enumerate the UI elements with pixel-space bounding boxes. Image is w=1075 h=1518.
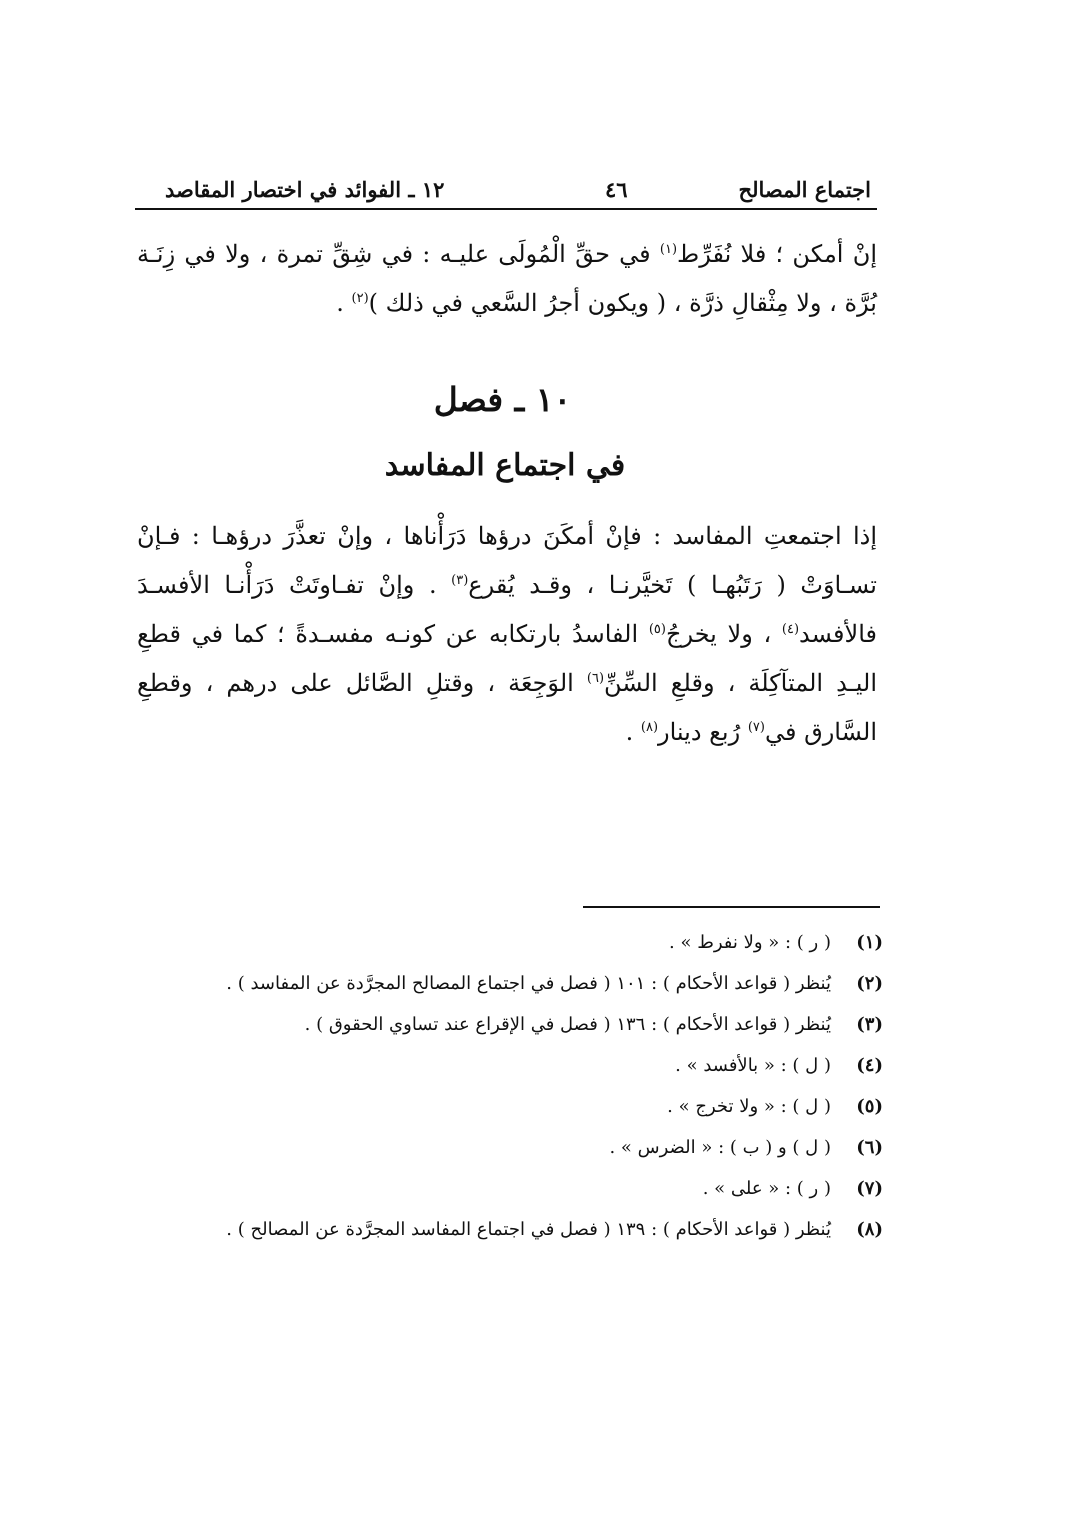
footnote-number: (٥) xyxy=(856,1096,883,1117)
footnote-ref-2: (٢) xyxy=(351,291,369,306)
body-paragraph-1 xyxy=(137,230,877,328)
section-subtitle: في اجتماع المفاسد xyxy=(384,448,626,483)
text-run: إنْ أمكن ؛ فلا نُفَرِّط xyxy=(677,240,877,268)
page-header xyxy=(135,168,877,210)
footnote-number: (٧) xyxy=(856,1178,883,1199)
footnote-number: (٢) xyxy=(856,973,883,994)
footnote-ref-4: (٤) xyxy=(781,622,800,637)
footnote-text: ( ل ) : « ولا تخرج » . xyxy=(667,1096,831,1117)
footnote-text: ( ر ) : « على » . xyxy=(702,1178,831,1199)
text-run: . xyxy=(336,289,352,317)
footnote-ref-1: (١) xyxy=(659,242,678,257)
footnote-number: (٣) xyxy=(856,1014,883,1035)
footnote-text: ( ر ) : « ولا نفرط » . xyxy=(669,932,831,953)
footnote-number: (٤) xyxy=(856,1055,883,1076)
footnote-item xyxy=(183,1209,883,1250)
footnote-number: (٦) xyxy=(856,1137,883,1158)
footnote-item xyxy=(183,963,883,1004)
footnote-number: (١) xyxy=(856,932,883,953)
footnote-item xyxy=(183,1045,883,1086)
footnote-ref-7: (٧) xyxy=(747,720,765,735)
body-paragraph-2 xyxy=(137,512,877,757)
footnote-number: (٨) xyxy=(856,1219,883,1240)
text-run: . xyxy=(625,718,641,746)
text-run: إذا اجتمعتِ المفاسد : فإنْ أمكَنَ درؤها دَرَأْناها ، وإنْ تعذَّرَ درؤهـا : فـإنْ تسـاوَتْ ( رَتَبُهـا ) تَخيَّرنـا ، وقـد يُقرع xyxy=(137,522,877,599)
text-run: رُبع دينار xyxy=(658,718,748,746)
footnote-text: يُنظر ( قواعد الأحكام ) : ١٣٦ ( فصل في الإقراع عند تساوي الحقوق ) . xyxy=(304,1014,831,1035)
text-run: في حقِّ الْمُولَى عليـه : في شِقِّ تمرة ، ولا في زِنَـة بُرَّة ، ولا مِثْقالِ ذرَّة ، ( ويكون أجرُ السَّعي في ذلك ) xyxy=(137,240,877,317)
running-title-right: اجتماع المصالح xyxy=(738,177,871,202)
text-run: الوَجِعَة ، وقتلِ الصَّائل على درهم ، وقطعِ السَّارق في xyxy=(137,669,877,746)
footnote-text: ( ل ) : « بالأفسد » . xyxy=(675,1055,831,1076)
footnote-ref-5: (٥) xyxy=(648,622,666,637)
text-run: الفاسدُ بارتكابه عن كونـه مفسـدةً ؛ كما في قطعِ اليـدِ المتآكِلَة ، وقلعِ السِّنِّ xyxy=(137,620,878,697)
footnote-item xyxy=(183,1086,883,1127)
footnote-ref-6: (٦) xyxy=(586,671,605,686)
footnotes-list xyxy=(183,922,883,1250)
footnote-text: يُنظر ( قواعد الأحكام ) : ١٣٩ ( فصل في اجتماع المفاسد المجرَّدة عن المصالح ) . xyxy=(226,1219,831,1240)
footnote-ref-3: (٣) xyxy=(451,573,469,588)
footnote-separator xyxy=(583,906,880,908)
text-run: . وإنْ تفـاوتَتْ دَرَأْنـا الأفسـدَ فالأفسد xyxy=(137,571,877,648)
footnote-item xyxy=(183,922,883,963)
text-run: ، ولا يخرجُ xyxy=(665,620,782,648)
running-title-left: ١٢ ـ الفوائد في اختصار المقاصد xyxy=(165,177,445,202)
page-number: ٤٦ xyxy=(605,177,628,202)
footnote-text: يُنظر ( قواعد الأحكام ) : ١٠١ ( فصل في اجتماع المصالح المجرَّدة عن المفاسد ) . xyxy=(226,973,831,994)
footnote-ref-8: (٨) xyxy=(640,720,659,735)
footnote-text: ( ل ) و ( ب ) : « الضرس » . xyxy=(609,1137,831,1158)
section-title: ١٠ ـ فصل xyxy=(433,380,572,419)
footnote-item xyxy=(183,1127,883,1168)
footnote-item xyxy=(183,1168,883,1209)
footnote-item xyxy=(183,1004,883,1045)
